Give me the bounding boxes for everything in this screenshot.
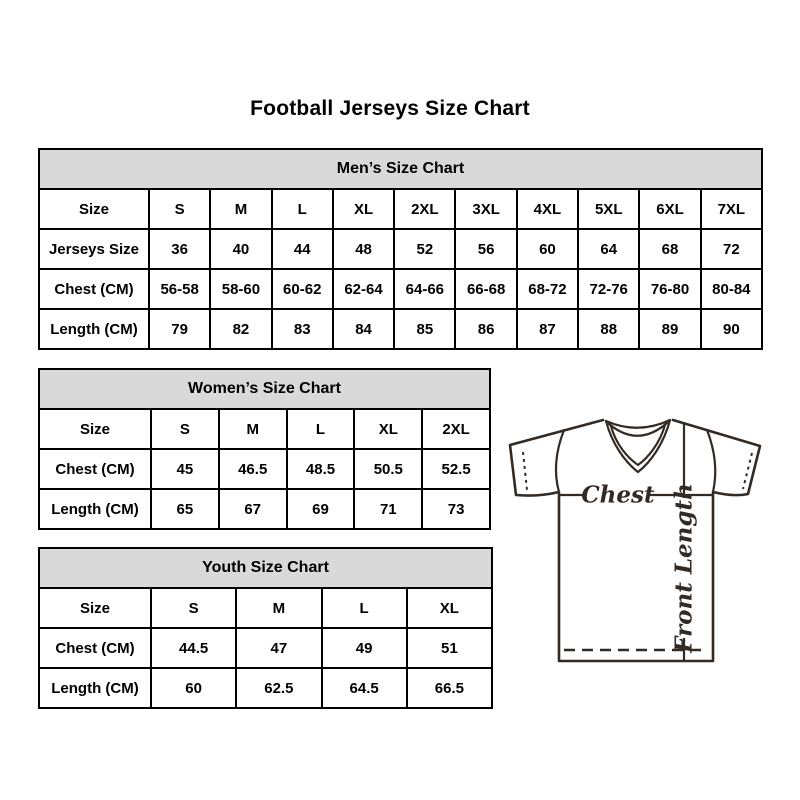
cell: 88 <box>578 309 639 349</box>
row-label: Size <box>39 189 149 229</box>
cell: 4XL <box>517 189 578 229</box>
chest-label: Chest <box>581 481 655 509</box>
cell: 6XL <box>639 189 700 229</box>
cell: S <box>149 189 210 229</box>
cell: 36 <box>149 229 210 269</box>
table-row <box>39 189 762 229</box>
cell: 51 <box>407 628 492 668</box>
cell: 52 <box>394 229 455 269</box>
cell: 3XL <box>455 189 516 229</box>
row-label: Chest (CM) <box>39 628 151 668</box>
cell: S <box>151 409 219 449</box>
youth-size-chart-table <box>38 547 493 709</box>
row-label: Length (CM) <box>39 668 151 708</box>
cell: L <box>322 588 407 628</box>
cell: 89 <box>639 309 700 349</box>
jersey-measurement-diagram <box>498 398 783 673</box>
cell: 56-58 <box>149 269 210 309</box>
table-row <box>39 588 492 628</box>
cell: 60-62 <box>272 269 333 309</box>
cell: 67 <box>219 489 287 529</box>
cell: XL <box>333 189 394 229</box>
cell: 62.5 <box>236 668 321 708</box>
cell: 71 <box>354 489 422 529</box>
cell: 64 <box>578 229 639 269</box>
cell: 84 <box>333 309 394 349</box>
cell: 72-76 <box>578 269 639 309</box>
page-title: Football Jerseys Size Chart <box>250 97 530 120</box>
row-label: Size <box>39 588 151 628</box>
right-armhole-seam <box>707 430 715 492</box>
table-title: Men’s Size Chart <box>39 149 762 189</box>
collar-back-arc-icon <box>606 420 670 428</box>
cell: 44.5 <box>151 628 236 668</box>
cell: 86 <box>455 309 516 349</box>
cell: XL <box>354 409 422 449</box>
cell: 46.5 <box>219 449 287 489</box>
table-row <box>39 449 490 489</box>
cell: 65 <box>151 489 219 529</box>
cell: 44 <box>272 229 333 269</box>
cell: 48.5 <box>287 449 355 489</box>
cell: 83 <box>272 309 333 349</box>
table-row <box>39 409 490 449</box>
cell: 85 <box>394 309 455 349</box>
cell: 58-60 <box>210 269 271 309</box>
cell: 79 <box>149 309 210 349</box>
cell: 72 <box>701 229 762 269</box>
row-label: Size <box>39 409 151 449</box>
cell: 47 <box>236 628 321 668</box>
cell: M <box>236 588 321 628</box>
table-title: Women’s Size Chart <box>39 369 490 409</box>
cell: 60 <box>517 229 578 269</box>
table-title: Youth Size Chart <box>39 548 492 588</box>
cell: 73 <box>422 489 490 529</box>
row-label: Length (CM) <box>39 309 149 349</box>
table-row <box>39 229 762 269</box>
cell: 90 <box>701 309 762 349</box>
cell: 80-84 <box>701 269 762 309</box>
cell: L <box>287 409 355 449</box>
table-row <box>39 668 492 708</box>
cell: M <box>219 409 287 449</box>
cell: 66-68 <box>455 269 516 309</box>
cell: 68-72 <box>517 269 578 309</box>
cell: 45 <box>151 449 219 489</box>
mens-size-chart-table <box>38 148 763 350</box>
cell: 87 <box>517 309 578 349</box>
cell: M <box>210 189 271 229</box>
row-label: Length (CM) <box>39 489 151 529</box>
table-row <box>39 309 762 349</box>
row-label: Chest (CM) <box>39 449 151 489</box>
table-title-row <box>39 548 492 588</box>
table-row <box>39 628 492 668</box>
cell: XL <box>407 588 492 628</box>
cell: 82 <box>210 309 271 349</box>
table-title-row <box>39 369 490 409</box>
jersey-outline <box>510 420 760 661</box>
cell: 64.5 <box>322 668 407 708</box>
cell: 2XL <box>422 409 490 449</box>
cell: 69 <box>287 489 355 529</box>
cell: 56 <box>455 229 516 269</box>
cell: 5XL <box>578 189 639 229</box>
cell: 64-66 <box>394 269 455 309</box>
cell: 2XL <box>394 189 455 229</box>
front-length-label: Front Length <box>670 483 698 653</box>
cell: S <box>151 588 236 628</box>
cell: 62-64 <box>333 269 394 309</box>
table-title-row <box>39 149 762 189</box>
cell: L <box>272 189 333 229</box>
table-row <box>39 489 490 529</box>
cell: 68 <box>639 229 700 269</box>
cell: 7XL <box>701 189 762 229</box>
cell: 52.5 <box>422 449 490 489</box>
table-row <box>39 269 762 309</box>
row-label: Jerseys Size <box>39 229 149 269</box>
cell: 49 <box>322 628 407 668</box>
womens-size-chart-table <box>38 368 491 530</box>
cell: 60 <box>151 668 236 708</box>
left-cuff-dashed-line <box>523 452 527 490</box>
cell: 66.5 <box>407 668 492 708</box>
cell: 40 <box>210 229 271 269</box>
row-label: Chest (CM) <box>39 269 149 309</box>
cell: 48 <box>333 229 394 269</box>
left-armhole-seam <box>556 430 564 492</box>
cell: 50.5 <box>354 449 422 489</box>
cell: 76-80 <box>639 269 700 309</box>
